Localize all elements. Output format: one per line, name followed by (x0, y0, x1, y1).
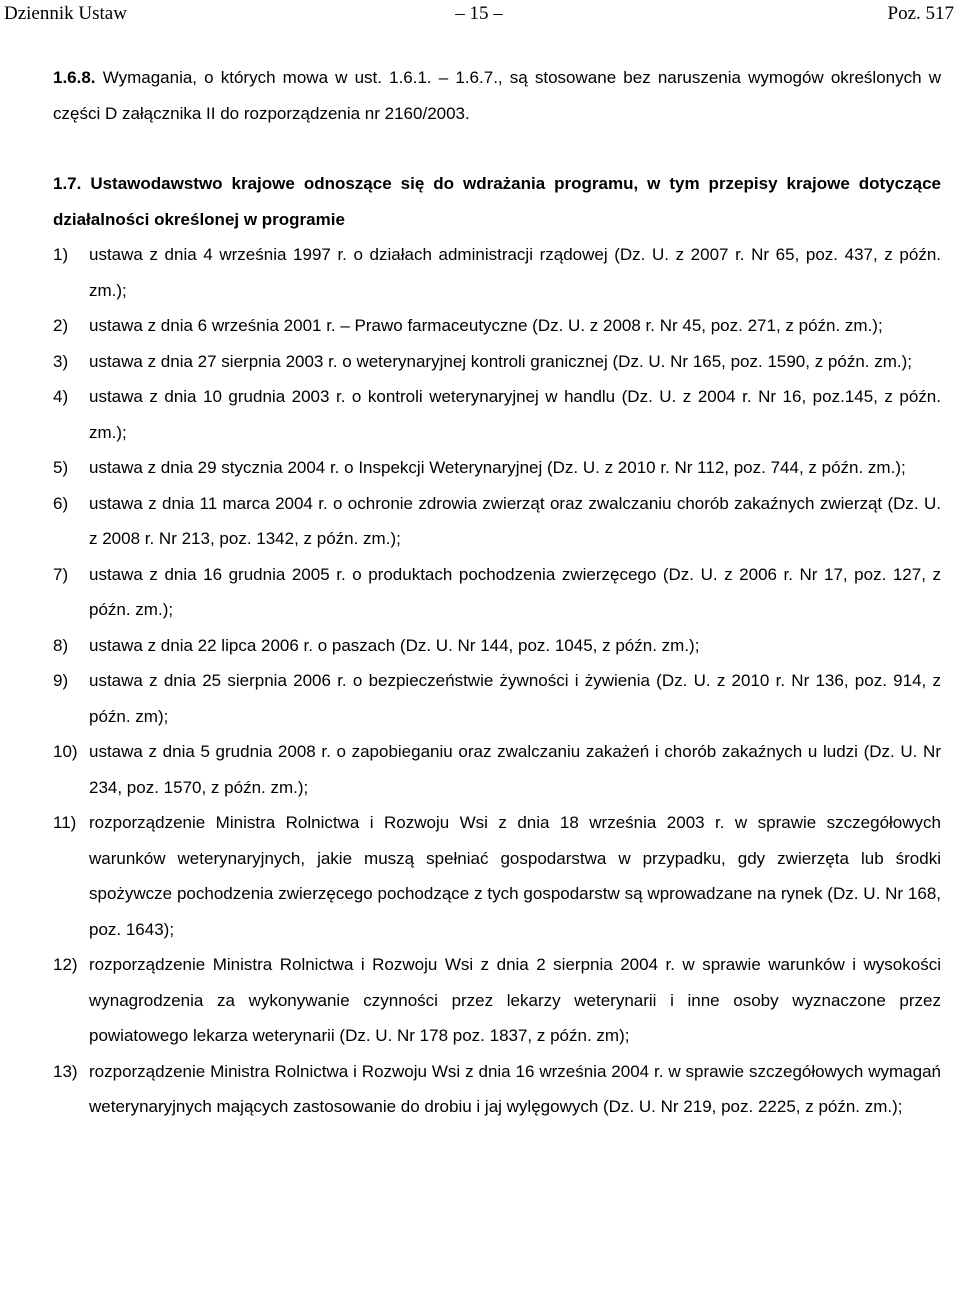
list-item (53, 734, 941, 805)
item-text: ustawa z dnia 27 sierpnia 2003 r. o weterynaryjnej kontroli granicznej (Dz. U. Nr 165, poz. 1590, z późn. zm.); (89, 351, 913, 371)
item-text: rozporządzenie Ministra Rolnictwa i Rozwoju Wsi z dnia 16 września 2004 r. w sprawie szczegółowych wymagań weterynaryjnych mających zastosowanie do drobiu i jaj wylęgowych (Dz. U. Nr 219, poz. 2225, z późn. zm.); (89, 1061, 941, 1116)
section-text: Wymagania, o których mowa w ust. 1.6.1. – 1.6.7., są stosowane bez naruszenia wymogów określonych w części D załącznika II do rozporządzenia nr 2160/2003. (53, 68, 941, 123)
list-item (53, 237, 941, 308)
section-1-7-heading (53, 166, 941, 237)
list-item (53, 379, 941, 450)
item-text: rozporządzenie Ministra Rolnictwa i Rozwoju Wsi z dnia 18 września 2003 r. w sprawie szczegółowych warunków weterynaryjnych, jakie muszą spełniać gospodarstwa w przypadku, gdy zwierzęta lub środki spożywcze pochodzenia zwierzęcego pochodzące z tych gospodarstw są wprowadzane na rynek (Dz. U. Nr 168, poz. 1643); (89, 813, 941, 939)
item-number: 12) (53, 955, 78, 974)
legislation-list (53, 237, 941, 1125)
list-item (53, 805, 941, 947)
list-item (53, 486, 941, 557)
position-number: Poz. 517 (887, 3, 954, 24)
section-1-7 (53, 166, 941, 1125)
list-item (53, 308, 941, 344)
list-item (53, 557, 941, 628)
item-number: 8) (53, 635, 69, 655)
item-number: 7) (53, 564, 69, 584)
section-1-6-8 (53, 60, 941, 131)
page-header (4, 1, 954, 27)
section-1-6-8-paragraph (53, 60, 941, 131)
list-item (53, 663, 941, 734)
section-text: Ustawodawstwo krajowe odnoszące się do wdrażania programu, w tym przepisy krajowe dotyczące działalności określonej w programie (53, 174, 941, 229)
list-item (53, 947, 941, 1054)
page-number: – 15 – (455, 3, 503, 24)
journal-title: Dziennik Ustaw (4, 3, 127, 24)
item-text: ustawa z dnia 29 stycznia 2004 r. o Inspekcji Weterynaryjnej (Dz. U. z 2010 r. Nr 112, poz. 744, z późn. zm.); (89, 458, 906, 477)
item-number: 10) (53, 742, 78, 761)
item-number: 11) (53, 813, 77, 832)
item-text: ustawa z dnia 6 września 2001 r. – Prawo farmaceutyczne (Dz. U. z 2008 r. Nr 45, poz. 271, z późn. zm.); (89, 316, 883, 335)
list-item (53, 344, 941, 380)
section-number: 1.7. (53, 174, 82, 193)
item-text: ustawa z dnia 4 września 1997 r. o działach administracji rządowej (Dz. U. z 2007 r. Nr 65, poz. 437, z późn. zm.); (89, 245, 941, 300)
item-number: 2) (53, 316, 69, 335)
item-text: ustawa z dnia 10 grudnia 2003 r. o kontroli weterynaryjnej w handlu (Dz. U. z 2004 r. Nr 16, poz.145, z późn. zm.); (89, 387, 941, 442)
item-number: 5) (53, 458, 69, 477)
section-number: 1.6.8. (53, 68, 96, 87)
item-number: 4) (53, 387, 69, 406)
list-item (53, 450, 941, 486)
item-text: ustawa z dnia 25 sierpnia 2006 r. o bezpieczeństwie żywności i żywienia (Dz. U. z 2010 r. Nr 136, poz. 914, z późn. zm); (89, 671, 941, 726)
list-item (53, 1054, 941, 1125)
item-number: 1) (53, 245, 69, 264)
item-text: rozporządzenie Ministra Rolnictwa i Rozwoju Wsi z dnia 2 sierpnia 2004 r. w sprawie warunków i wysokości wynagrodzenia za wykonywanie czynności przez lekarzy weterynarii i inne osoby wyznaczone przez powiatowego lekarza weterynarii (Dz. U. Nr 178 poz. 1837, z późn. zm); (89, 955, 941, 1045)
item-text: ustawa z dnia 22 lipca 2006 r. o paszach (Dz. U. Nr 144, poz. 1045, z późn. zm.); (89, 635, 700, 655)
item-text: ustawa z dnia 5 grudnia 2008 r. o zapobieganiu oraz zwalczaniu zakażeń i chorób zakaźnych u ludzi (Dz. U. Nr 234, poz. 1570, z późn. zm.); (89, 742, 941, 797)
item-text: ustawa z dnia 16 grudnia 2005 r. o produktach pochodzenia zwierzęcego (Dz. U. z 2006 r. Nr 17, poz. 127, z późn. zm.); (89, 564, 941, 619)
item-text: ustawa z dnia 11 marca 2004 r. o ochronie zdrowia zwierząt oraz zwalczaniu chorób zakaźnych zwierząt (Dz. U. z 2008 r. Nr 213, poz. 1342, z późn. zm.); (89, 493, 941, 548)
item-number: 9) (53, 671, 69, 690)
item-number: 6) (53, 493, 69, 513)
item-number: 3) (53, 351, 69, 371)
item-number: 13) (53, 1061, 78, 1081)
list-item (53, 628, 941, 664)
